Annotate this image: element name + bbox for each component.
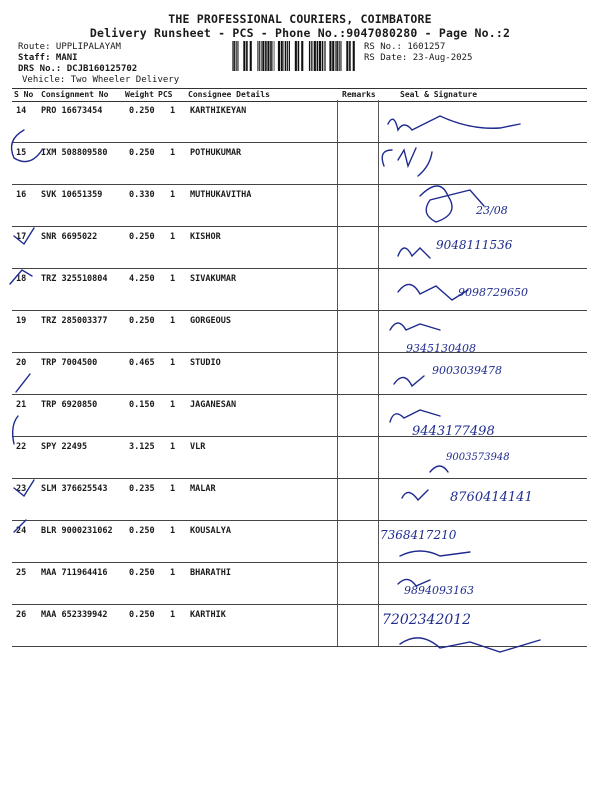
col-pcs: PCS xyxy=(158,90,173,99)
cell-weight: 0.250 xyxy=(129,568,155,578)
handwritten-phone-24: 7368417210 xyxy=(380,528,457,542)
cell-sno: 14 xyxy=(16,106,27,116)
staff-label: Staff: MANI xyxy=(18,53,78,63)
cell-sno: 26 xyxy=(16,610,27,620)
barcode-image xyxy=(232,41,358,71)
cell-pcs: 1 xyxy=(170,274,176,284)
cell-consignee: GORGEOUS xyxy=(190,316,231,326)
cell-weight: 0.250 xyxy=(129,526,155,536)
cell-weight: 4.250 xyxy=(129,274,155,284)
cell-pcs: 1 xyxy=(170,526,176,536)
cell-weight: 0.150 xyxy=(129,400,155,410)
col-sno: S No xyxy=(14,90,34,99)
cell-pcs: 1 xyxy=(170,568,176,578)
col-consignment: Consignment No xyxy=(41,90,109,99)
cell-consignment: MAA 652339942 xyxy=(41,610,108,620)
cell-weight: 0.250 xyxy=(129,232,155,242)
col-remarks: Remarks xyxy=(342,90,376,99)
cell-pcs: 1 xyxy=(170,232,176,242)
cell-sno: 24 xyxy=(16,526,27,536)
cell-consignee: MUTHUKAVITHA xyxy=(190,190,252,200)
col-seal: Seal & Signature xyxy=(400,90,478,99)
cell-consignment: IXM 508809580 xyxy=(41,148,108,158)
cell-pcs: 1 xyxy=(170,484,176,494)
cell-sno: 18 xyxy=(16,274,27,284)
handwritten-date: 23/08 xyxy=(476,204,508,217)
cell-consignee: KISHOR xyxy=(190,232,221,242)
cell-consignee: STUDIO xyxy=(190,358,221,368)
cell-consignment: SNR 6695022 xyxy=(41,232,98,242)
cell-sno: 21 xyxy=(16,400,27,410)
handwritten-phone-25: 9894093163 xyxy=(404,584,474,597)
handwritten-phone-22: 9003573948 xyxy=(446,452,510,463)
cell-consignment: SVK 10651359 xyxy=(41,190,103,200)
cell-consignee: KARTHIK xyxy=(190,610,226,620)
handwritten-phone-19: 9345130408 xyxy=(406,342,476,355)
cell-consignee: KOUSALYA xyxy=(190,526,231,536)
cell-weight: 0.250 xyxy=(129,316,155,326)
cell-sno: 22 xyxy=(16,442,27,452)
cell-consignment: TRP 6920850 xyxy=(41,400,98,410)
rs-date: RS Date: 23-Aug-2025 xyxy=(364,53,473,63)
cell-consignment: TRZ 285003377 xyxy=(41,316,108,326)
cell-pcs: 1 xyxy=(170,442,176,452)
cell-pcs: 1 xyxy=(170,358,176,368)
company-title: THE PROFESSIONAL COURIERS, COIMBATORE xyxy=(168,12,432,26)
cell-weight: 0.235 xyxy=(129,484,155,494)
cell-consignee: VLR xyxy=(190,442,206,452)
table-row xyxy=(12,520,587,563)
cell-pcs: 1 xyxy=(170,190,176,200)
cell-sno: 23 xyxy=(16,484,27,494)
handwritten-phone-26: 7202342012 xyxy=(382,612,472,628)
cell-pcs: 1 xyxy=(170,610,176,620)
cell-weight: 0.250 xyxy=(129,106,155,116)
runsheet-subtitle: Delivery Runsheet - PCS - Phone No.:9047080280 - Page No.:2 xyxy=(89,26,511,40)
cell-weight: 0.250 xyxy=(129,148,155,158)
cell-consignment: PRO 16673454 xyxy=(41,106,103,116)
cell-pcs: 1 xyxy=(170,106,176,116)
handwritten-phone-21: 9443177498 xyxy=(412,424,495,439)
cell-consignee: KARTHIKEYAN xyxy=(190,106,247,116)
cell-consignment: BLR 9000231062 xyxy=(41,526,113,536)
drs-number: DRS No.: DCJB160125702 xyxy=(18,64,138,74)
cell-pcs: 1 xyxy=(170,400,176,410)
table-row xyxy=(12,562,587,605)
cell-sno: 25 xyxy=(16,568,27,578)
table-row xyxy=(12,394,587,437)
cell-weight: 0.250 xyxy=(129,610,155,620)
cell-sno: 19 xyxy=(16,316,27,326)
cell-consignment: TRP 7004500 xyxy=(41,358,98,368)
cell-sno: 16 xyxy=(16,190,27,200)
cell-sno: 20 xyxy=(16,358,27,368)
rs-number: RS No.: 1601257 xyxy=(364,42,446,52)
handwritten-phone-17: 9048111536 xyxy=(436,238,513,252)
handwritten-phone-23: 8760414141 xyxy=(450,490,533,505)
cell-weight: 0.330 xyxy=(129,190,155,200)
cell-sno: 17 xyxy=(16,232,27,242)
vehicle-label: Vehicle: Two Wheeler Delivery xyxy=(22,75,180,85)
cell-consignee: JAGANESAN xyxy=(190,400,237,410)
cell-weight: 3.125 xyxy=(129,442,155,452)
cell-consignment: SPY 22495 xyxy=(41,442,88,452)
cell-consignee: POTHUKUMAR xyxy=(190,148,242,158)
cell-consignment: MAA 711964416 xyxy=(41,568,108,578)
cell-consignment: SLM 376625543 xyxy=(41,484,108,494)
cell-sno: 15 xyxy=(16,148,27,158)
handwritten-phone-18: 9098729650 xyxy=(458,286,528,299)
cell-consignee: MALAR xyxy=(190,484,216,494)
cell-consignment: TRZ 325510804 xyxy=(41,274,108,284)
col-consignee: Consignee Details xyxy=(188,90,270,99)
cell-consignee: SIVAKUMAR xyxy=(190,274,237,284)
table-row xyxy=(12,310,587,353)
table-row xyxy=(12,604,587,647)
cell-consignee: BHARATHI xyxy=(190,568,231,578)
col-weight: Weight xyxy=(125,90,154,99)
cell-weight: 0.465 xyxy=(129,358,155,368)
cell-pcs: 1 xyxy=(170,148,176,158)
route-label: Route: UPPLIPALAYAM xyxy=(18,42,121,52)
table-row xyxy=(12,100,587,143)
table-row xyxy=(12,142,587,185)
handwritten-phone-20: 9003039478 xyxy=(432,364,502,377)
cell-pcs: 1 xyxy=(170,316,176,326)
